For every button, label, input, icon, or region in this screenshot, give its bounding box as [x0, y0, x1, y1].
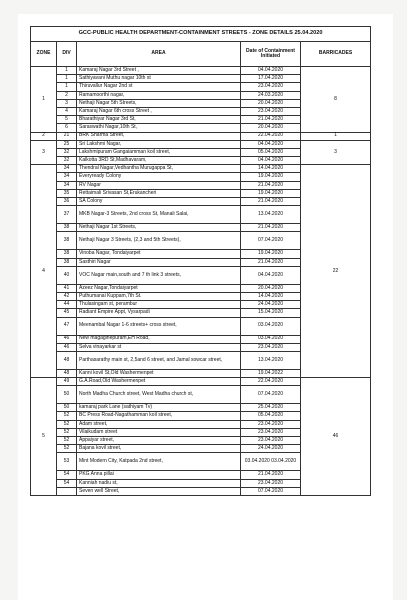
header-area: AREA [77, 42, 241, 67]
date-cell: 19.04.2022 [241, 369, 301, 377]
div-cell: 40 [57, 266, 77, 284]
div-cell: 21 [57, 132, 77, 140]
area-cell: Kamaraj Nagar 6th cross Street , [77, 107, 241, 115]
area-cell: Lakshmipuram Gangaiamman koil street, [77, 148, 241, 156]
table-row [31, 378, 371, 386]
area-cell: North Madha Church street, West Madha church st, [77, 386, 241, 404]
div-cell: 54 [57, 471, 77, 479]
date-cell: 17.04.2020 [241, 75, 301, 83]
div-cell: 48 [57, 369, 77, 377]
date-cell: 24.04.2020 [241, 301, 301, 309]
div-cell: 1 [57, 75, 77, 83]
date-cell: 21.04.2020 [241, 471, 301, 479]
date-cell: 22.04.2020 [241, 378, 301, 386]
date-cell: 21.04.2020 [241, 258, 301, 266]
div-cell: 1 [57, 83, 77, 91]
area-cell: VOC Nagar main,south and 7 th link 3 streets, [77, 266, 241, 284]
area-cell: Selva vinayarkar st [77, 343, 241, 351]
date-cell: 15.04.2020 [241, 309, 301, 317]
area-cell: Meenambal Nagar 1-6 streets+ cross street, [77, 317, 241, 335]
div-cell: 52 [57, 412, 77, 420]
area-cell: Sasthiri Nagar [77, 258, 241, 266]
date-cell: 04.04.2020 [241, 67, 301, 75]
date-cell: 25.04.2020 [241, 404, 301, 412]
area-cell: Saraswathi Nagar,10th St, [77, 124, 241, 132]
div-cell: 46 [57, 335, 77, 343]
area-cell: Seven well Street, [77, 487, 241, 495]
barricades-cell: 3 [301, 140, 371, 165]
date-cell: 22.04.2020 [241, 132, 301, 140]
table-row [31, 165, 371, 173]
area-cell: Ramamoorthi nagar, [77, 91, 241, 99]
div-cell: 47 [57, 317, 77, 335]
div-cell: 46 [57, 343, 77, 351]
area-cell: Kanni kovil St,Old Washermenpet [77, 369, 241, 377]
area-cell: BRK Sharma Street, [77, 132, 241, 140]
area-cell: New magaginepuram,EH Road, [77, 335, 241, 343]
div-cell: 1 [57, 67, 77, 75]
area-cell: Sathiyavani Muthu nagar 10th st [77, 75, 241, 83]
date-cell: 04.04.2020 [241, 157, 301, 165]
div-cell: 25 [57, 140, 77, 148]
date-cell: 07.04.2020 [241, 487, 301, 495]
barricades-cell: 1 [301, 132, 371, 140]
table-row [31, 140, 371, 148]
area-cell: Nethaji Nagar 1st Streets, [77, 224, 241, 232]
date-cell: 03.04.2020 [241, 317, 301, 335]
barricades-cell: 46 [301, 378, 371, 496]
area-cell: Sri Lakshmi Nagar, [77, 140, 241, 148]
zone-cell: 3 [31, 140, 57, 165]
div-cell: 2 [57, 91, 77, 99]
date-cell: 21.04.2020 [241, 181, 301, 189]
div-cell: 52 [57, 445, 77, 453]
date-cell: 19.04.2020 [241, 250, 301, 258]
date-cell: 14.04.2020 [241, 165, 301, 173]
div-cell: 4 [57, 107, 77, 115]
date-cell: 13.04.2020 [241, 351, 301, 369]
date-cell: 24.04.2020 [241, 445, 301, 453]
date-cell: 21.04.2020 [241, 116, 301, 124]
zone-cell: 5 [31, 378, 57, 496]
table-row [31, 132, 371, 140]
date-cell: 13.04.2020 [241, 206, 301, 224]
header-date: Date of Containment Initiated [241, 42, 301, 67]
zone-cell: 1 [31, 67, 57, 133]
barricades-cell: 22 [301, 165, 371, 378]
area-cell: Azeez Nagar,Tondaiyarpet [77, 284, 241, 292]
area-cell: RV Nagar [77, 181, 241, 189]
area-cell: Appaiyar street, [77, 437, 241, 445]
div-cell: 44 [57, 301, 77, 309]
date-cell: 03.04.2020 [241, 335, 301, 343]
div-cell: 42 [57, 292, 77, 300]
div-cell: 45 [57, 309, 77, 317]
date-cell: 05.04.2020 [241, 412, 301, 420]
div-cell: 41 [57, 284, 77, 292]
div-cell: 38 [57, 258, 77, 266]
div-cell: 38 [57, 224, 77, 232]
date-cell: 24.03.2020 [241, 91, 301, 99]
area-cell: Adam street, [77, 420, 241, 428]
area-cell: Everyready Colony [77, 173, 241, 181]
area-cell: BC Press Road-Nagathamman koil street, [77, 412, 241, 420]
area-cell: Nethaji Nagar 5th Streets, [77, 99, 241, 107]
div-cell: 6 [57, 124, 77, 132]
area-cell: Puthumanai Kuppam,7th St. [77, 292, 241, 300]
date-cell: 21.04.2020 [241, 224, 301, 232]
header-zone: ZONE [31, 42, 57, 67]
area-cell: Kamaraj Nagar 3rd Street , [77, 67, 241, 75]
div-cell: 38 [57, 250, 77, 258]
area-cell: kamaraj park Lane (sathiyam Tv) [77, 404, 241, 412]
date-cell: 23.04.2020 [241, 107, 301, 115]
area-cell: Nethaji Nagar 3 Streets, (2,3 and 5th Streets), [77, 232, 241, 250]
date-cell: 14.04.2020 [241, 292, 301, 300]
div-cell: 5 [57, 116, 77, 124]
header-barricades: BARRICADES [301, 42, 371, 67]
div-cell: 52 [57, 428, 77, 436]
date-cell: 23.04.2020 [241, 437, 301, 445]
div-cell [57, 487, 77, 495]
div-cell: 34 [57, 173, 77, 181]
area-cell: Parthasarathy main st, 2,5and 6 street, and Jamal sowcar street, [77, 351, 241, 369]
div-cell: 32 [57, 157, 77, 165]
div-cell: 38 [57, 232, 77, 250]
date-cell: 20.04.2020 [241, 284, 301, 292]
zone-cell: 4 [31, 165, 57, 378]
area-cell: Vinoba Nagar, Tondaiyarpet [77, 250, 241, 258]
date-cell: 20.04.2020 [241, 124, 301, 132]
date-cell: 23.04.2020 [241, 83, 301, 91]
date-cell: 04.04.2020 [241, 140, 301, 148]
area-cell: PKG Anna pillai [77, 471, 241, 479]
date-cell: 23.04.2020 [241, 343, 301, 351]
document-sheet [18, 14, 393, 600]
div-cell: 37 [57, 206, 77, 224]
area-cell: Thulasingam st, perambur [77, 301, 241, 309]
area-cell: Vilaikudam street [77, 428, 241, 436]
area-cell: Thiruvallur Nagar 2nd st [77, 83, 241, 91]
date-cell: 23.04.2020 [241, 420, 301, 428]
div-cell: 54 [57, 479, 77, 487]
div-cell: 52 [57, 437, 77, 445]
div-cell: 3 [57, 99, 77, 107]
barricades-cell: 8 [301, 67, 371, 133]
area-cell: Kanniah nadiu st, [77, 479, 241, 487]
div-cell: 49 [57, 378, 77, 386]
div-cell: 50 [57, 404, 77, 412]
date-cell: 23.04.2020 [241, 428, 301, 436]
date-cell: 05.04.2020 [241, 148, 301, 156]
date-cell: 03.04.2020 03.04.2020 [241, 453, 301, 471]
area-cell: Kalkotta 3RD St,Madhavaram, [77, 157, 241, 165]
date-cell: 07.04.2020 [241, 386, 301, 404]
div-cell: 34 [57, 181, 77, 189]
header-div: DIV [57, 42, 77, 67]
div-cell: 36 [57, 198, 77, 206]
div-cell: 50 [57, 386, 77, 404]
date-cell: 20.04.2020 [241, 99, 301, 107]
div-cell: 32 [57, 148, 77, 156]
date-cell: 23.04.2020 [241, 479, 301, 487]
div-cell: 52 [57, 420, 77, 428]
area-cell: MKB Nagar-3 Streets, 2nd cross St, Manali Salai, [77, 206, 241, 224]
date-cell: 04.04.2020 [241, 266, 301, 284]
date-cell: 19.04.2020 [241, 189, 301, 197]
containment-table [30, 26, 371, 496]
area-cell: Rettaimali Srivasan St,Erukancheri [77, 189, 241, 197]
area-cell: Bharathiyar Nagar 3rd St, [77, 116, 241, 124]
area-cell: Radiant Empire Appt, Vysarpadi [77, 309, 241, 317]
zone-cell: 2 [31, 132, 57, 140]
div-cell: 34 [57, 165, 77, 173]
area-cell: Mint Modern City, Katpada 2nd street, [77, 453, 241, 471]
area-cell: Bajana kovil street, [77, 445, 241, 453]
div-cell: 35 [57, 189, 77, 197]
document-title: GCC-PUBLIC HEALTH DEPARTMENT-CONTAINMENT STREETS - ZONE DETAILS 25.04.2020 [31, 27, 371, 42]
date-cell: 21.04.2020 [241, 198, 301, 206]
div-cell: 53 [57, 453, 77, 471]
date-cell: 07.04.2020 [241, 232, 301, 250]
area-cell: SA Colony [77, 198, 241, 206]
table-row [31, 67, 371, 75]
date-cell: 19.04.2020 [241, 173, 301, 181]
area-cell: Thendral Nagar,Vedhantha Murugappa St, [77, 165, 241, 173]
div-cell: 48 [57, 351, 77, 369]
area-cell: G.A.Road,Old Washermenpet [77, 378, 241, 386]
